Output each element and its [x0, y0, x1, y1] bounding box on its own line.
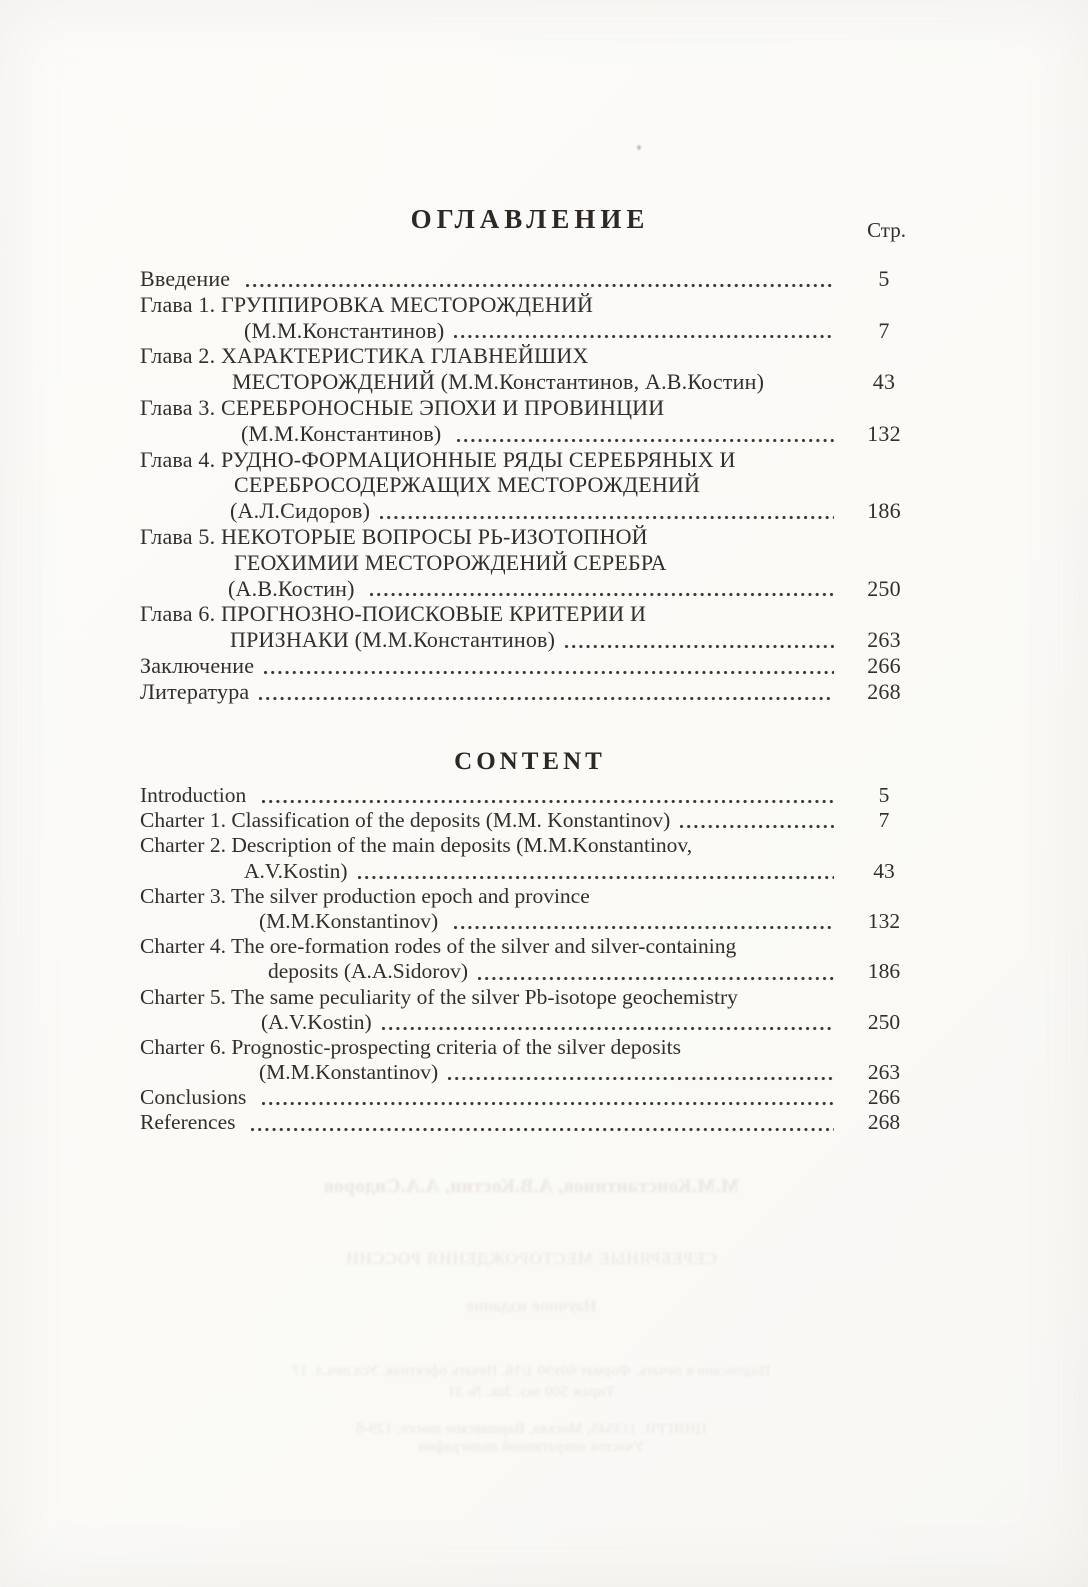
toc-entry-text: Charter 2. Description of the main deposits (M.M.Konstantinov,	[140, 833, 693, 858]
toc-entry-text: Глава 4. РУДНО-ФОРМАЦИОННЫЕ РЯДЫ СЕРЕБРЯНЫХ И	[140, 446, 736, 472]
toc-entry-text: (А.Л.Сидоров)	[230, 498, 371, 524]
toc-entry-line	[140, 472, 920, 498]
toc-entry-line	[140, 395, 920, 421]
toc-page-number: 132	[867, 908, 901, 933]
toc-entry-text: Заключение	[140, 652, 255, 678]
dot-leader	[358, 859, 834, 884]
toc-entry-line	[140, 447, 920, 473]
toc-entry-line	[140, 369, 920, 395]
toc-entry-text: СЕРЕБРОСОДЕРЖАЩИХ МЕСТОРОЖДЕНИЙ	[234, 472, 701, 498]
dot-leader	[454, 909, 834, 934]
toc-entry-text: (М.М.Константинов)	[241, 420, 448, 446]
toc-entry-text: Conclusions	[140, 1085, 252, 1110]
bleedthrough-line: М.М.Константинов, А.В.Костин, А.А.Сидоров	[323, 1176, 739, 1197]
toc-entry-text: Charter 3. The silver production epoch and province	[140, 883, 590, 908]
toc-page-number: 7	[878, 317, 890, 343]
dot-leader	[774, 369, 834, 395]
toc-list-russian	[140, 266, 920, 705]
toc-page-number: 186	[867, 959, 901, 984]
bleedthrough-line: Научное издание	[465, 1296, 597, 1315]
toc-page-number: 132	[867, 420, 901, 446]
toc-page-number: 43	[872, 369, 896, 395]
toc-entry-text: (A.V.Kostin)	[261, 1009, 372, 1034]
toc-entry-text: Введение	[140, 266, 236, 291]
dot-leader	[251, 1110, 834, 1135]
toc-entry-text: МЕСТОРОЖДЕНИЙ (М.М.Константинов, А.В.Костин)	[232, 369, 765, 395]
toc-entry-text: A.V.Kostin)	[244, 858, 348, 883]
bleedthrough-line: ЦНИГРИ. 113545, Москва, Варшавское шоссе, 129-б	[355, 1421, 707, 1437]
toc-entry-text: Глава 1. ГРУППИРОВКА МЕСТОРОЖДЕНИЙ	[140, 291, 594, 317]
toc-entry-text: Charter 1. Classification of the deposits (M.M. Konstantinov)	[140, 808, 671, 833]
toc-page-number: 7	[878, 808, 890, 833]
dot-leader	[370, 576, 834, 602]
paper-speck	[637, 145, 641, 150]
dot-leader	[565, 627, 834, 653]
toc-entry-line	[140, 576, 920, 602]
dot-leader	[246, 266, 834, 292]
toc-entry-text: Глава 6. ПРОГНОЗНО-ПОИСКОВЫЕ КРИТЕРИИ И	[140, 601, 647, 627]
dot-leader	[680, 808, 834, 833]
toc-entry-line	[140, 601, 920, 627]
toc-entry-text: Charter 4. The ore-formation rodes of the silver and silver-containing	[140, 934, 737, 959]
toc-list-english	[140, 783, 920, 1136]
dot-leader	[380, 498, 834, 524]
toc-entry-line	[140, 266, 920, 292]
toc-entry-line	[140, 343, 920, 369]
toc-entry-text: References	[140, 1110, 241, 1135]
toc-entry-line	[140, 884, 920, 909]
dot-leader	[457, 421, 834, 447]
bleedthrough-line: Подписано в печать. Формат 60х90 1/16. Печать офсетная. Усл.печ.л. 17	[291, 1363, 771, 1379]
toc-entry-line	[140, 421, 920, 447]
toc-entry-text: Глава 3. СЕРЕБРОНОСНЫЕ ЭПОХИ И ПРОВИНЦИИ	[140, 394, 665, 420]
bleedthrough-line: Тираж 500 экз. Зак. № 31	[447, 1384, 615, 1400]
bleedthrough-line: Участок оперативной полиграфии	[418, 1439, 644, 1455]
dot-leader	[264, 653, 834, 679]
toc-page-number: 43	[873, 858, 895, 883]
toc-entry-line	[140, 833, 920, 858]
toc-entry-line	[140, 959, 920, 984]
toc-entry-line	[140, 859, 920, 884]
toc-page-number: 268	[867, 1110, 901, 1135]
dot-leader	[478, 959, 834, 984]
toc-page-number: 263	[867, 1060, 901, 1085]
toc-entry-line	[140, 524, 920, 550]
toc-entry-line	[140, 1035, 920, 1060]
toc-page-number: 5	[878, 783, 890, 807]
toc-entry-line	[140, 653, 920, 679]
toc-entry-text: ПРИЗНАКИ (М.М.Константинов)	[230, 627, 556, 653]
toc-entry-text: deposits (A.A.Sidorov)	[268, 959, 469, 984]
toc-entry-text: (А.В.Костин)	[228, 575, 361, 601]
toc-page-number: 186	[867, 498, 901, 524]
dot-leader	[448, 1060, 834, 1085]
toc-entry-line	[140, 934, 920, 959]
toc-entry-line	[140, 985, 920, 1010]
toc-page-number: 268	[867, 678, 901, 704]
toc-entry-line	[140, 1060, 920, 1085]
toc-entry-text: Introduction	[140, 783, 252, 807]
dot-leader	[262, 783, 834, 808]
toc-entry-text: Литература	[140, 678, 250, 704]
toc-entry-text: Charter 5. The same peculiarity of the silver Pb-isotope geochemistry	[140, 984, 738, 1009]
toc-title-russian: ОГЛАВЛЕНИЕ	[410, 204, 650, 235]
toc-entry-line	[140, 1085, 920, 1110]
toc-entry-line	[140, 550, 920, 576]
toc-entry-line	[140, 292, 920, 318]
dot-leader	[454, 318, 834, 344]
bleedthrough-line: СЕРЕБРЯНЫЕ МЕСТОРОЖДЕНИЯ РОССИИ	[345, 1249, 717, 1268]
toc-title-english: CONTENT	[454, 747, 606, 775]
toc-entry-text: ГЕОХИМИИ МЕСТОРОЖДЕНИЙ СЕРЕБРА	[234, 549, 667, 575]
dot-leader	[262, 1085, 834, 1110]
toc-entry-text: Charter 6. Prognostic-prospecting criteria of the silver deposits	[140, 1034, 681, 1059]
toc-entry-line	[140, 909, 920, 934]
toc-entry-text: (M.M.Konstantinov)	[259, 1060, 439, 1085]
dot-leader	[259, 679, 834, 705]
toc-entry-line	[140, 498, 920, 524]
toc-entry-text: Глава 5. НЕКОТОРЫЕ ВОПРОСЫ РЬ-ИЗОТОПНОЙ	[140, 523, 648, 549]
toc-entry-text: (М.М.Константинов)	[244, 317, 445, 343]
toc-entry-line	[140, 679, 920, 705]
page-column-header: Стр.	[867, 218, 906, 242]
toc-page-number: 266	[867, 1085, 901, 1110]
toc-page-number: 250	[867, 1009, 901, 1034]
toc-page-number: 266	[867, 652, 901, 678]
toc-entry-line	[140, 1110, 920, 1135]
toc-entry-text: (M.M.Konstantinov)	[259, 908, 444, 933]
toc-page-number: 263	[867, 627, 901, 653]
toc-entry-line	[140, 627, 920, 653]
toc-page-number: 5	[878, 266, 890, 291]
toc-entry-text: Глава 2. ХАРАКТЕРИСТИКА ГЛАВНЕЙШИХ	[140, 343, 589, 369]
toc-entry-line	[140, 318, 920, 344]
toc-entry-line	[140, 783, 920, 808]
toc-entry-line	[140, 1010, 920, 1035]
toc-page-number: 250	[867, 575, 901, 601]
toc-entry-line	[140, 808, 920, 833]
dot-leader	[382, 1010, 834, 1035]
